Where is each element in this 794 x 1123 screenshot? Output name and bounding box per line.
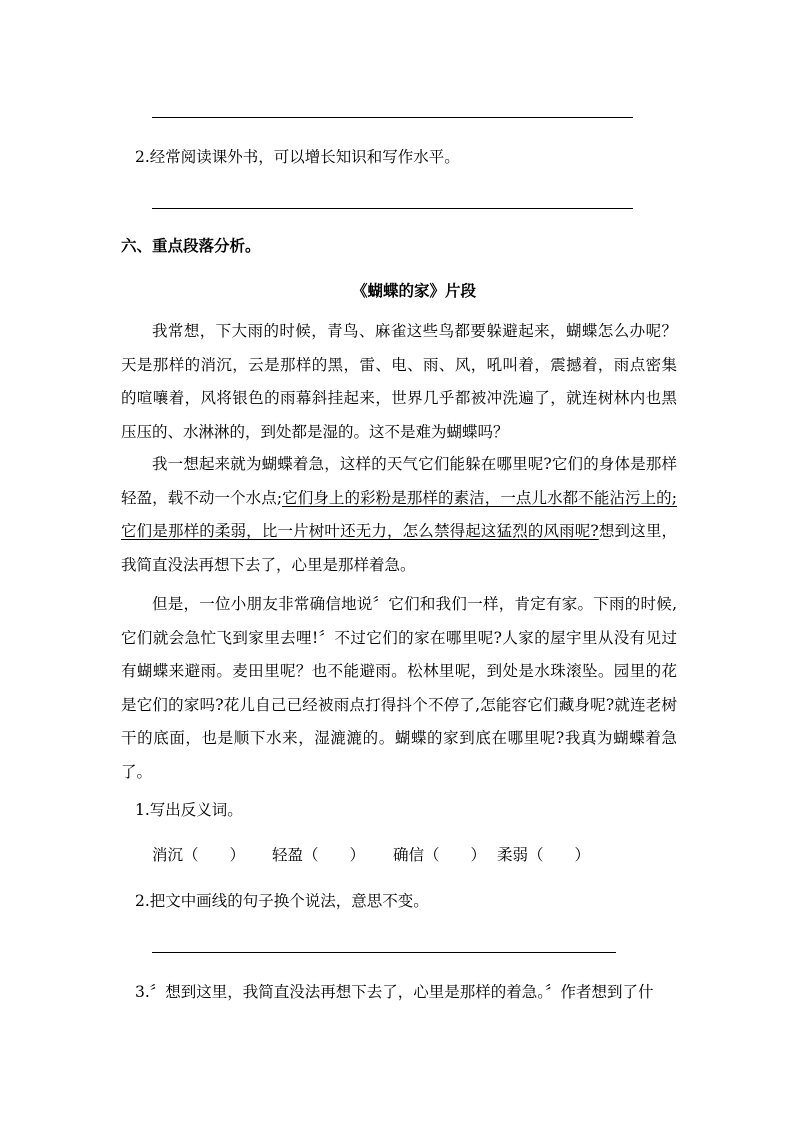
paragraph-2 — [121, 448, 677, 582]
passage-title: 《蝴蝶的家》片段 — [351, 281, 476, 300]
question-2-upper: 2.经常阅读课外书，可以增长知识和写作水平。 — [135, 148, 460, 166]
antonym-item-2: 轻盈（ ） — [272, 846, 366, 864]
paragraph-3: 但是，一位小朋友非常确信地说〞它们和我们一样，肯定有家。下雨的时候,它们就会急忙飞到家里去哩!〞不过它们的家在哪里呢?人家的屋宇里从没有见过有蝴蝶来避雨。麦田里呢？也不能避雨。松林里呢，到处是水珠滚坠。园里的花是它们的家吗?花儿自己已经被雨点打得抖个不停了,怎能容它们藏身呢?就连老树干的底面，也是顺下水来，湿漉漉的。蝴蝶的家到底在哪里呢?我真为蝴蝶着急了。 — [121, 595, 677, 781]
paragraph-1: 我常想，下大雨的时候，青鸟、麻雀这些鸟都要躲避起来，蝴蝶怎么办呢？天是那样的消沉，云是那样的黑，雷、电、雨、风，吼叫着，震撼着，雨点密集的喧嚷着，风将银色的雨幕斜挂起来，世界几乎都被冲洗遍了，就连树林内也黑压压的、水淋淋的，到处都是湿的。这不是难为蝴蝶吗？ — [121, 322, 677, 441]
paragraph-2-text-before: 我一想起来就为蝴蝶着急，这样的天气它们能躲在哪里呢?它们的身体是那样轻盈，载不动一个水点; — [121, 455, 677, 507]
antonym-item-4: 柔弱（ ） — [497, 846, 591, 864]
paragraph-2-text-after: 想到这里，我简直没法再想下去了，心里是那样着急。 — [121, 522, 677, 574]
section-six-title: 六、重点段落分析。 — [121, 236, 261, 255]
question-1: 1.写出反义词。 — [135, 801, 243, 819]
antonym-item-3: 确信（ ） — [393, 846, 487, 864]
question-2-lower: 2.把文中画线的句子换个说法，意思不变。 — [135, 892, 429, 910]
answer-line-1 — [152, 117, 633, 118]
question-3: 3.〞想到这里，我简直没法再想下去了，心里是那样的着急。〞作者想到了什 — [135, 983, 654, 1001]
answer-line-2 — [152, 208, 633, 209]
answer-line-3 — [152, 952, 616, 953]
paragraph-2-underlined-sentence: 它们身上的彩粉是那样的素洁，一点儿水都不能沾污上的;它们是那样的柔弱，比一片树叶还无力，怎么禁得起这猛烈的风雨呢? — [121, 488, 677, 540]
antonym-item-1: 消沉（ ） — [152, 846, 246, 864]
